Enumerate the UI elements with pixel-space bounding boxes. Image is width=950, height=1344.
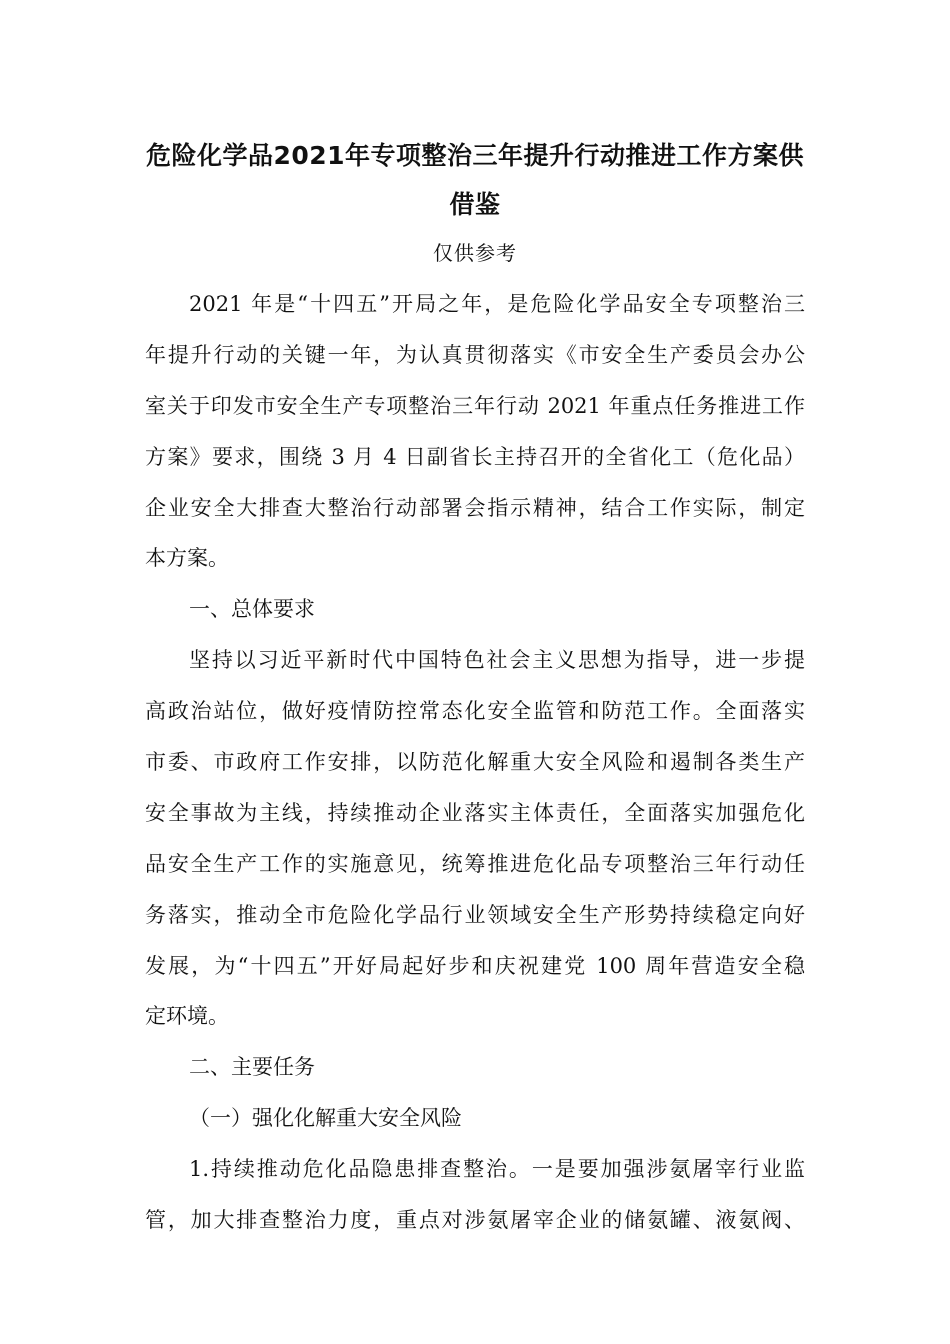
paragraph-line: 管，加大排查整治力度，重点对涉氨屠宰企业的储氨罐、液氨阀、 xyxy=(145,1208,805,1233)
paragraph-line: 市委、市政府工作安排，以防范化解重大安全风险和遏制各类生产 xyxy=(145,750,805,775)
document-title: 危险化学品2021年专项整治三年提升行动推进工作方案供 xyxy=(145,141,805,170)
section-heading: 一、总体要求 xyxy=(189,597,315,622)
paragraph-line: 2021 年是“十四五”开局之年，是危险化学品安全专项整治三 xyxy=(189,292,805,316)
paragraph-line: 方案》要求，围绕 3 月 4 日副省长主持召开的全省化工（危化品） xyxy=(145,444,805,469)
section-heading: 二、主要任务 xyxy=(189,1055,315,1080)
paragraph-line: 本方案。 xyxy=(145,546,229,571)
paragraph-line: 发展，为“十四五”开好局起好步和庆祝建党 100 周年营造安全稳 xyxy=(145,953,805,978)
paragraph-line: 1.持续推动危化品隐患排查整治。一是要加强涉氨屠宰行业监 xyxy=(189,1157,805,1182)
paragraph-line: 企业安全大排查大整治行动部署会指示精神，结合工作实际，制定 xyxy=(145,495,805,520)
document-body xyxy=(145,279,805,1246)
paragraph-line: 坚持以习近平新时代中国特色社会主义思想为指导，进一步提 xyxy=(189,648,805,673)
paragraph-line: 高政治站位，做好疫情防控常态化安全监管和防范工作。全面落实 xyxy=(145,699,805,724)
paragraph-line: 品安全生产工作的实施意见，统筹推进危化品专项整治三年行动任 xyxy=(145,851,805,876)
paragraph-line: 安全事故为主线，持续推动企业落实主体责任，全面落实加强危化 xyxy=(145,800,805,825)
paragraph-line: 年提升行动的关键一年，为认真贯彻落实《市安全生产委员会办公 xyxy=(145,342,805,367)
paragraph-line: 定环境。 xyxy=(145,1004,229,1029)
paragraph-line: 室关于印发市安全生产专项整治三年行动 2021 年重点任务推进工作 xyxy=(145,393,805,418)
document-title-continued: 借鉴 xyxy=(449,190,501,219)
subsection-heading: （一）强化化解重大安全风险 xyxy=(189,1106,462,1131)
document-subtitle: 仅供参考 xyxy=(433,241,517,265)
paragraph-line: 务落实，推动全市危险化学品行业领域安全生产形势持续稳定向好 xyxy=(145,902,805,927)
